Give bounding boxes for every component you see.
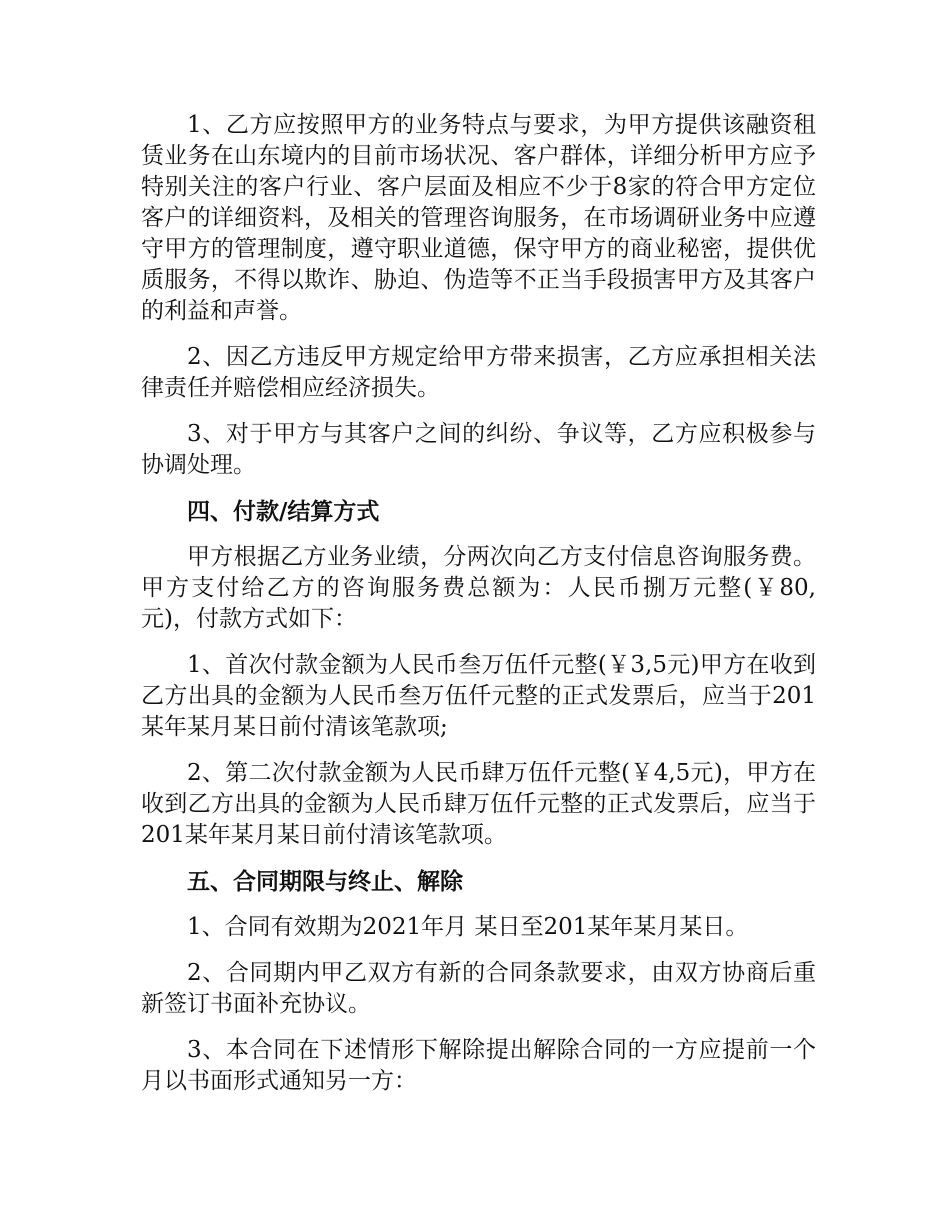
- section-heading: 五、合同期限与终止、解除: [187, 868, 463, 895]
- clause-paragraph: 3、本合同在下述情形下解除提出解除合同的一方应提前一个月以书面形式通知另一方：: [141, 1037, 816, 1094]
- clause-paragraph: 2、第二次付款金额为人民币肆万伍仟元整(￥4,5元)，甲方在收到乙方出具的金额为人民币肆万伍仟元整的正式发票后，应当于201某年某月某日前付清该笔款项。: [141, 760, 816, 848]
- document-body: [141, 110, 816, 1112]
- clause-paragraph: 甲方根据乙方业务业绩，分两次向乙方支付信息咨询服务费。甲方支付给乙方的咨询服务费总额为：人民币捌万元整(￥80,元)，付款方式如下：: [141, 544, 816, 632]
- section-heading: 四、付款/结算方式: [187, 498, 380, 525]
- clause-paragraph: 3、对于甲方与其客户之间的纠纷、争议等，乙方应积极参与协调处理。: [141, 421, 816, 478]
- clause-paragraph: 2、因乙方违反甲方规定给甲方带来损害，乙方应承担相关法律责任并赔偿相应经济损失。: [141, 344, 816, 401]
- clause-paragraph: 1、乙方应按照甲方的业务特点与要求，为甲方提供该融资租赁业务在山东境内的目前市场状况、客户群体，详细分析甲方应予特别关注的客户行业、客户层面及相应不少于8家的符合甲方定位客户的详细资料，及相关的管理咨询服务，在市场调研业务中应遵守甲方的管理制度，遵守职业道德，保守甲方的商业秘密，提供优质服务，不得以欺诈、胁迫、伪造等不正当手段损害甲方及其客户的利益和声誉。: [141, 112, 816, 324]
- clause-paragraph: 1、合同有效期为2021年月 某日至201某年某月某日。: [187, 914, 749, 940]
- clause-paragraph: 1、首次付款金额为人民币叁万伍仟元整(￥3,5元)甲方在收到乙方出具的金额为人民币叁万伍仟元整的正式发票后，应当于201某年某月某日前付清该笔款项;: [141, 652, 816, 740]
- clause-paragraph: 2、合同期内甲乙双方有新的合同条款要求，由双方协商后重新签订书面补充协议。: [141, 960, 816, 1017]
